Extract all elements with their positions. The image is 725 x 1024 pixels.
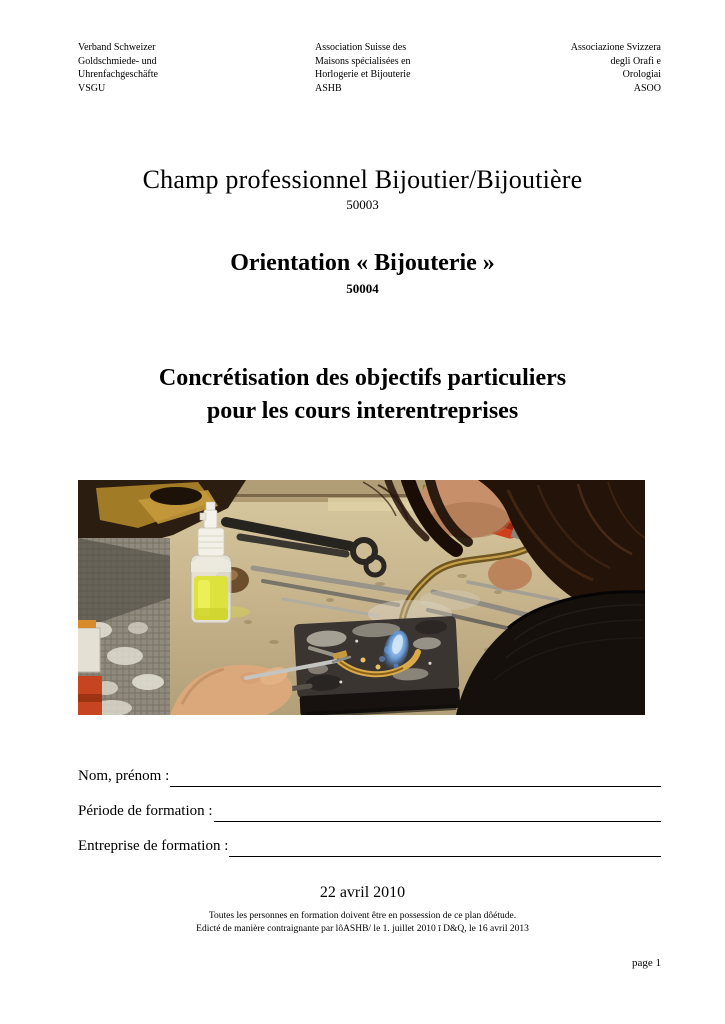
org-line: Uhrenfachgeschäfte xyxy=(78,69,158,80)
org-line: Goldschmiede- und xyxy=(78,55,157,67)
fill-in-line xyxy=(229,837,661,857)
orientation-title: Orientation « Bijouterie » xyxy=(230,250,495,276)
org-line: ASHB xyxy=(315,82,342,94)
form-field-periode-formation xyxy=(78,801,661,822)
profession-code: 50003 xyxy=(346,197,379,212)
form-field-entreprise-formation xyxy=(78,836,661,857)
document-date: 22 avril 2010 xyxy=(319,884,406,901)
org-line: ASOO xyxy=(633,82,661,94)
org-line: Verband Schweizer xyxy=(78,42,156,53)
fill-in-line xyxy=(170,767,661,787)
org-line: Associazione Svizzera xyxy=(570,42,661,53)
footnote-line1: Toutes les personnes en formation doivent être en possession de ce plan dôétude. xyxy=(208,911,517,921)
org-line: Horlogerie et Bijouterie xyxy=(315,69,411,80)
footnote-line2: Edicté de manière contraignante par lôASHB/ le 1. juillet 2010 ī D&Q, le 16 avril 2013 xyxy=(196,924,529,934)
org-ashb xyxy=(315,41,571,95)
org-line: Maisons spécialisées en xyxy=(315,55,411,67)
org-line: Orologiai xyxy=(622,69,661,80)
form-field-label: Période de formation : xyxy=(78,803,213,819)
org-line: Association Suisse des xyxy=(315,42,407,53)
org-line: VSGU xyxy=(78,82,106,94)
orientation-code: 50004 xyxy=(346,281,379,296)
page-number: page 1 xyxy=(631,957,661,969)
org-vsgu xyxy=(78,41,315,95)
workshop-photo xyxy=(78,480,645,715)
org-line: degli Orafi e xyxy=(610,55,661,67)
subject-title xyxy=(0,362,725,428)
subject-title-line1: Concrétisation des objectifs particuliers xyxy=(158,365,567,391)
form-fields xyxy=(78,766,661,871)
fill-in-line xyxy=(214,802,661,822)
form-field-nom-prenom xyxy=(78,766,661,787)
subject-title-line2: pour les cours interentreprises xyxy=(206,398,519,424)
org-asoo xyxy=(571,41,661,95)
footnote xyxy=(0,910,725,936)
form-field-label: Nom, prénom : xyxy=(78,768,170,784)
header xyxy=(78,41,661,95)
form-field-label: Entreprise de formation : xyxy=(78,838,229,854)
page-title: Champ professionnel Bijoutier/Bijoutière xyxy=(142,165,583,194)
